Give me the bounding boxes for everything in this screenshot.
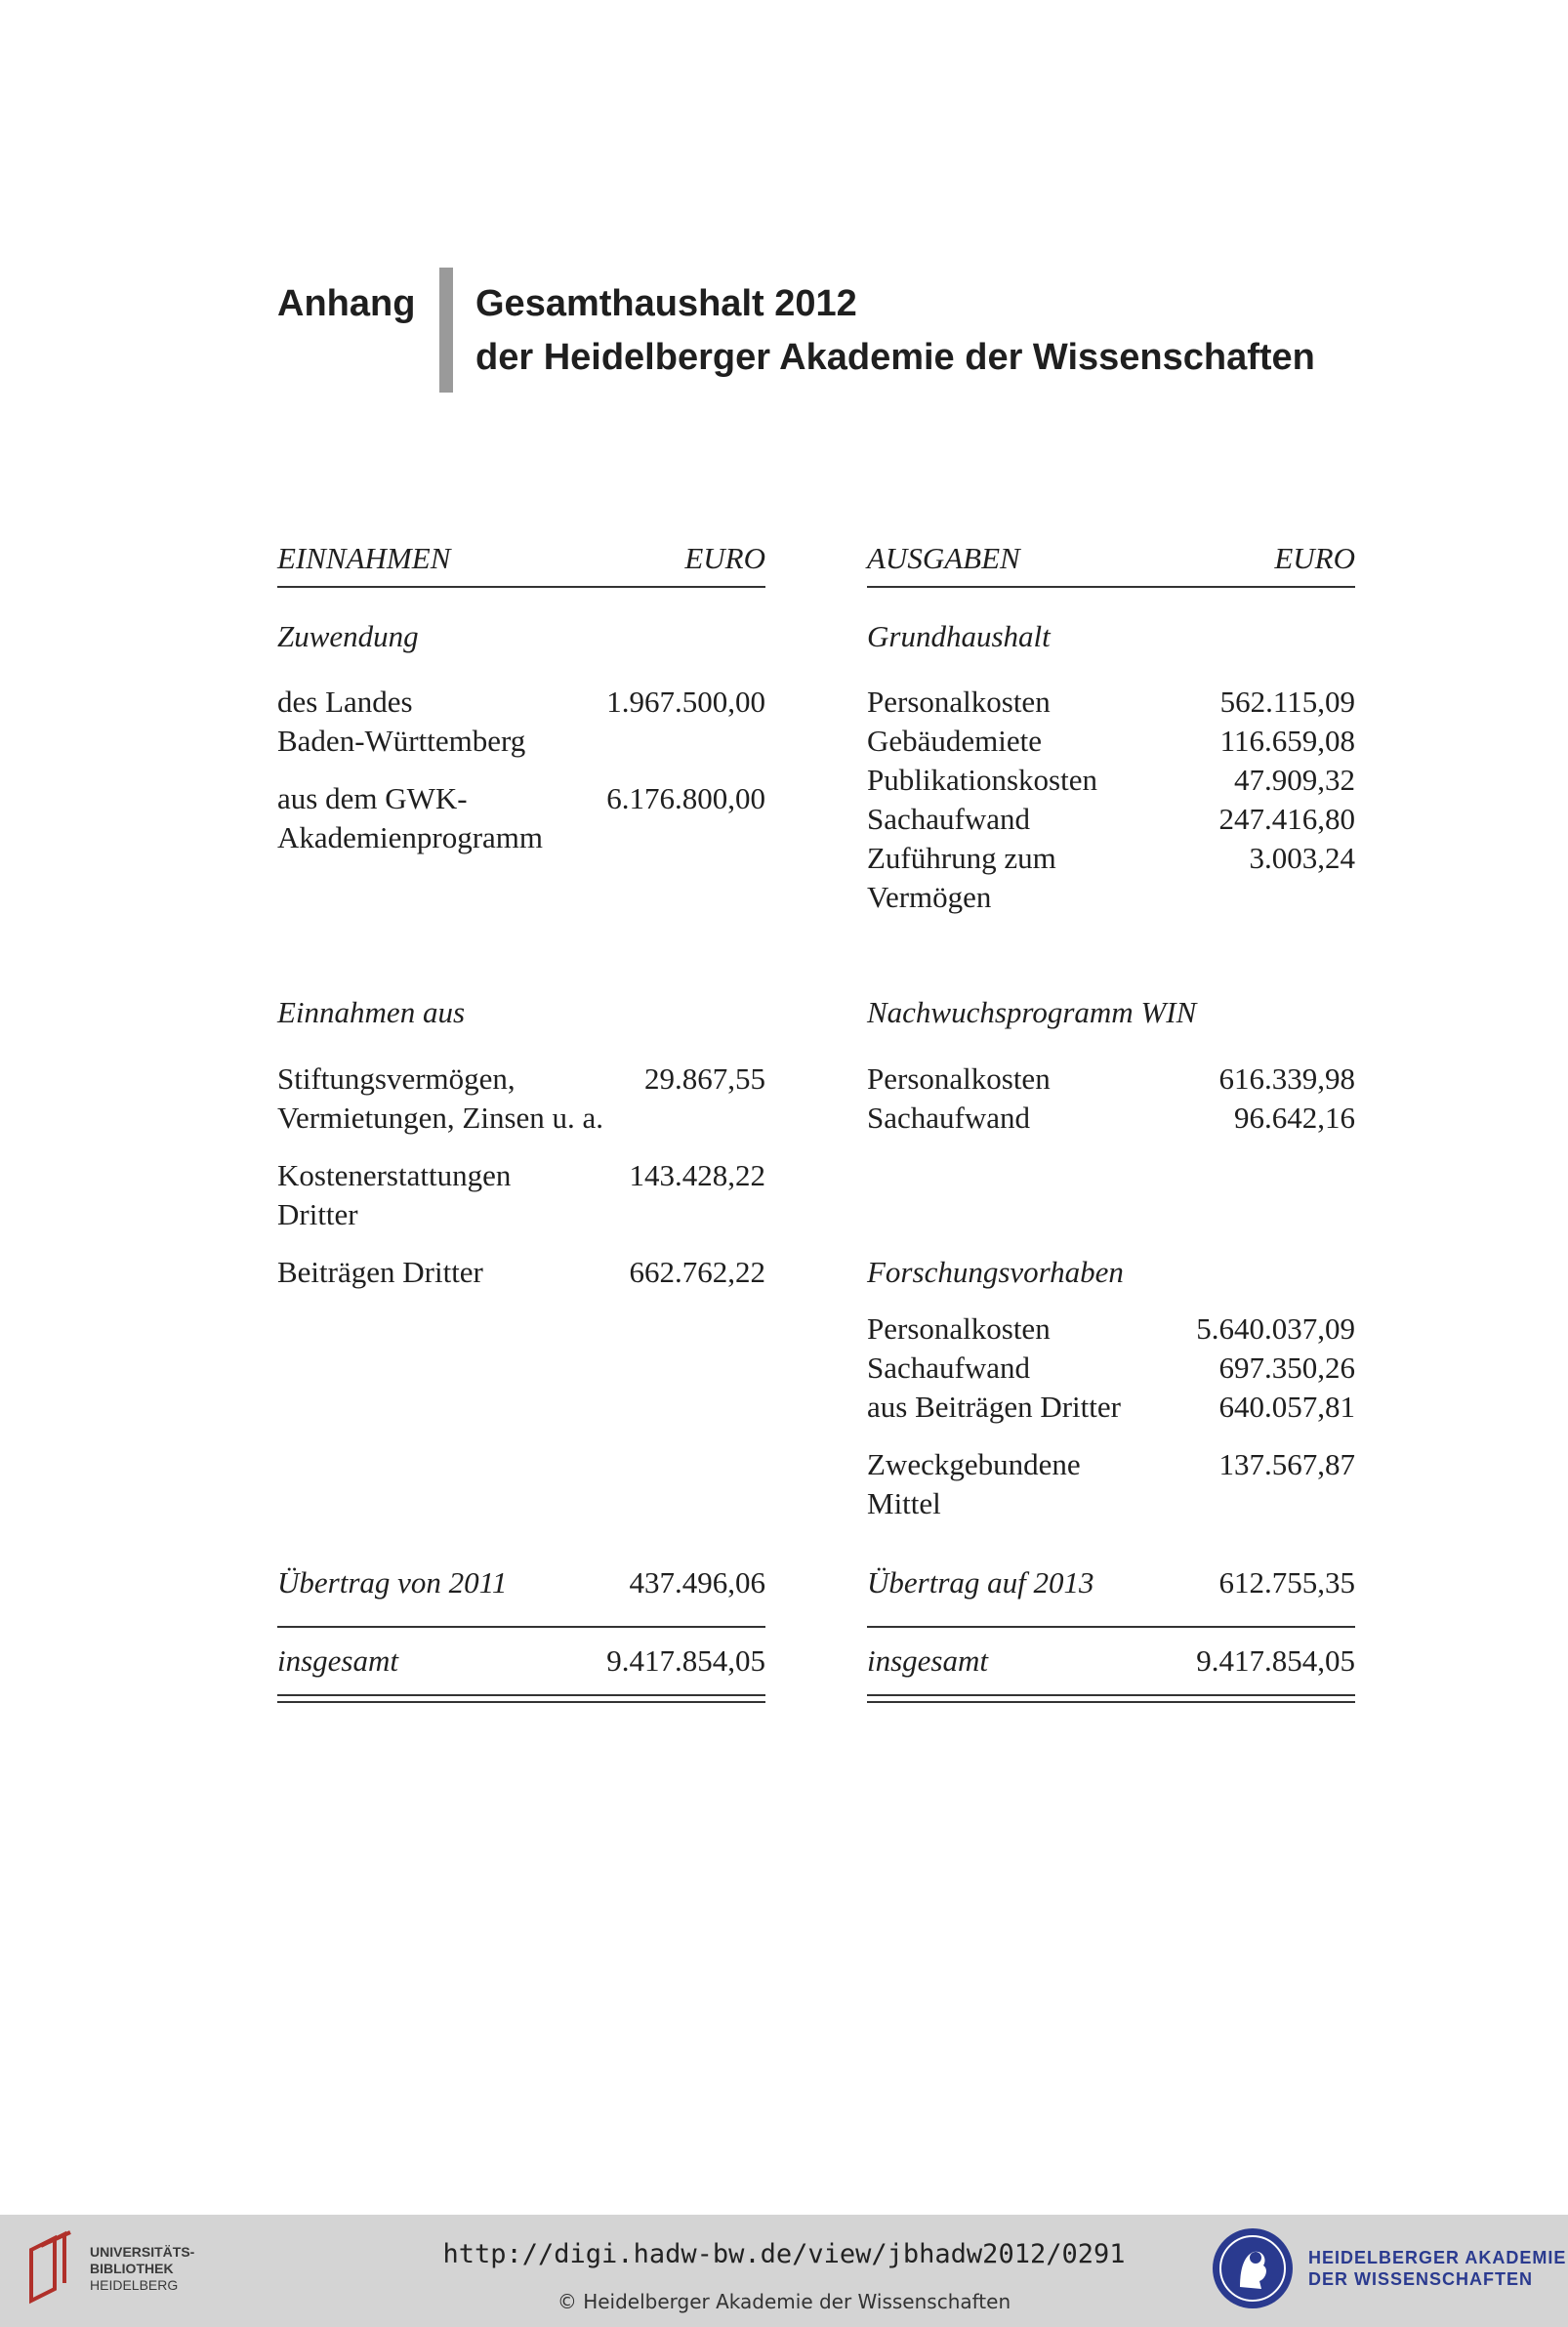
total-double-rule	[867, 1694, 1355, 1703]
university-library-name: UNIVERSITÄTS- BIBLIOTHEK HEIDELBERG	[90, 2244, 195, 2293]
table-row: Gebäudemiete 116.659,08	[867, 724, 1355, 758]
row-continuation: Mittel	[867, 1486, 941, 1520]
total-top-rule	[277, 1626, 765, 1628]
total-double-rule	[277, 1694, 765, 1703]
total-row: insgesamt 9.417.854,05	[277, 1643, 765, 1678]
table-row: aus dem GWK- 6.176.800,00	[277, 781, 765, 815]
expense-header	[867, 539, 1355, 578]
academy-seal-icon	[1211, 2226, 1295, 2310]
expense-column	[867, 0, 1355, 2327]
table-row: Personalkosten 616.339,98	[867, 1061, 1355, 1096]
page-subtitle: der Heidelberger Akademie der Wissenschaften	[475, 337, 1315, 378]
row-continuation: Dritter	[277, 1197, 358, 1231]
source-url-link[interactable]: http://digi.hadw-bw.de/view/jbhadw2012/0291	[442, 2239, 1126, 2269]
total-row: insgesamt 9.417.854,05	[867, 1643, 1355, 1678]
page-title: Gesamthaushalt 2012	[475, 283, 857, 324]
table-row: Publikationskosten 47.909,32	[867, 763, 1355, 797]
row-continuation: Vermietungen, Zinsen u. a.	[277, 1101, 604, 1135]
total-top-rule	[867, 1626, 1355, 1628]
table-row: Sachaufwand 96.642,16	[867, 1101, 1355, 1135]
table-row: des Landes 1.967.500,00	[277, 685, 765, 719]
income-column	[277, 0, 765, 2327]
table-row: Personalkosten 5.640.037,09	[867, 1311, 1355, 1346]
income-currency: EURO	[684, 541, 765, 575]
academy-name: HEIDELBERGER AKADEMIE DER WISSENSCHAFTEN	[1308, 2248, 1567, 2289]
table-row: Kostenerstattungen 143.428,22	[277, 1158, 765, 1192]
table-row: Personalkosten 562.115,09	[867, 685, 1355, 719]
table-row: Zweckgebundene 137.567,87	[867, 1447, 1355, 1481]
income-section-einnahmen-aus: Einnahmen aus	[277, 995, 466, 1029]
table-row: Zuführung zum 3.003,24	[867, 841, 1355, 875]
table-row: aus Beiträgen Dritter 640.057,81	[867, 1390, 1355, 1424]
table-row: Sachaufwand 247.416,80	[867, 802, 1355, 836]
carryover-row: Übertrag von 2011 437.496,06	[277, 1565, 765, 1600]
row-continuation: Akademienprogramm	[277, 820, 544, 854]
carryover-row: Übertrag auf 2013 612.755,35	[867, 1565, 1355, 1600]
expense-currency: EURO	[1274, 541, 1355, 575]
table-row: Beiträgen Dritter 662.762,22	[277, 1255, 765, 1289]
section-label: Anhang	[277, 283, 416, 324]
expense-section-grundhaushalt: Grundhaushalt	[867, 619, 1051, 653]
expense-heading: AUSGABEN	[867, 541, 1020, 575]
row-continuation: Vermögen	[867, 880, 992, 914]
table-row: Sachaufwand 697.350,26	[867, 1350, 1355, 1385]
income-section-zuwendung: Zuwendung	[277, 619, 419, 653]
copyright-notice: © Heidelberger Akademie der Wissenschaften	[557, 2290, 1011, 2313]
expense-header-rule	[867, 586, 1355, 588]
income-header	[277, 539, 765, 578]
income-header-rule	[277, 586, 765, 588]
expense-section-forschung: Forschungsvorhaben	[867, 1255, 1124, 1289]
income-heading: EINNAHMEN	[277, 541, 451, 575]
table-row: Stiftungsvermögen, 29.867,55	[277, 1061, 765, 1096]
row-continuation: Baden-Württemberg	[277, 724, 526, 758]
expense-section-win: Nachwuchsprogramm WIN	[867, 995, 1197, 1029]
